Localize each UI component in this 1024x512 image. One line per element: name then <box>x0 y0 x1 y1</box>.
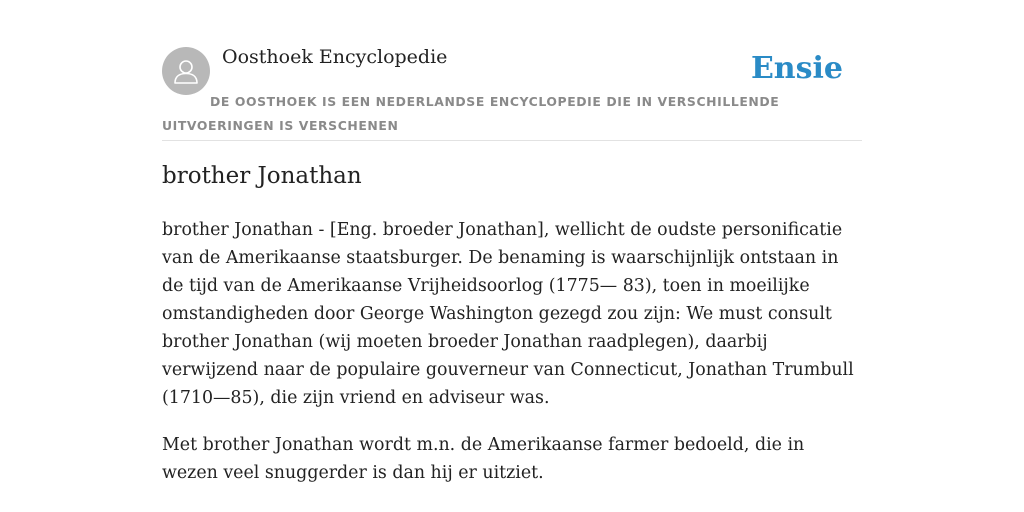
article-paragraph: Met brother Jonathan wordt m.n. de Amerikaanse farmer bedoeld, die in wezen veel snuggerder is dan hij er uitziet. <box>162 435 805 483</box>
article-title: brother Jonathan <box>162 163 362 189</box>
article-body <box>162 216 862 506</box>
user-avatar-icon[interactable] <box>162 47 210 95</box>
article-paragraph: brother Jonathan - [Eng. broeder Jonathan], wellicht de oudste personificatie van de Amerikaanse staatsburger. De benaming is waarschijnlijk ontstaan in de tijd van de Amerikaanse Vrijheidsoorlog (1775— 83), toen in moeilijke omstandigheden door George Washington gezegd zou zijn: We must consult brother Jonathan (wij moeten broeder Jonathan raadplegen), daarbij verwijzend naar de populaire gouverneur van Connecticut, Jonathan Trumbull (1710—85), die zijn vriend en adviseur was. <box>162 220 854 408</box>
source-header <box>162 0 862 141</box>
source-description: DE OOSTHOEK IS EEN NEDERLANDSE ENCYCLOPEDIE DIE IN VERSCHILLENDE UITVOERINGEN IS VERSCHENEN <box>162 94 780 133</box>
brand-logo[interactable]: Ensie <box>750 51 843 86</box>
source-title[interactable]: Oosthoek Encyclopedie <box>222 46 448 68</box>
